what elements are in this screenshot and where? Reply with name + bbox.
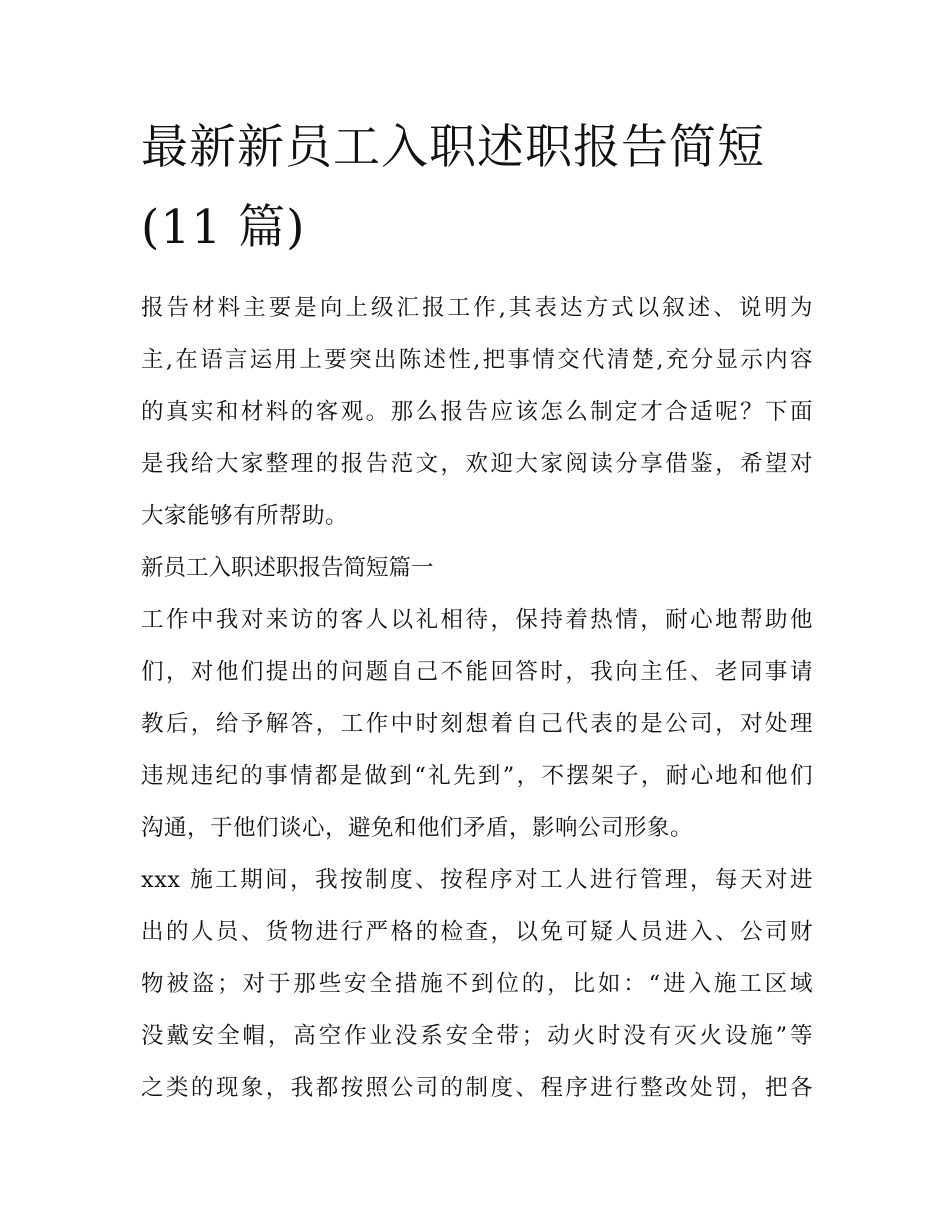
text-line: 主,在语言运用上要突出陈述性,把事情交代清楚,充分显示内容 [141,347,813,373]
text-line: xxx 施工期间，我按制度、按程序对工人进行管理，每天对进 [141,867,813,893]
document-body [141,108,813,1114]
text-line: 教后，给予解答，工作中时刻想着自己代表的是公司，对处理 [141,711,813,737]
text-line: 物被盗；对于那些安全措施不到位的，比如：“进入施工区域 [141,971,813,997]
text-line: 报告材料主要是向上级汇报工作,其表达方式以叙述、说明为 [141,295,813,321]
intro-paragraph [141,282,813,542]
text-line: 们，对他们提出的问题自己不能回答时，我向主任、老同事请 [141,659,813,685]
section-heading: 新员工入职述职报告简短篇一 [141,555,434,581]
body-paragraph-1 [141,594,813,854]
text-line: 工作中我对来访的客人以礼相待，保持着热情，耐心地帮助他 [141,607,813,633]
text-line: 之类的现象，我都按照公司的制度、程序进行整改处罚，把各 [141,1075,813,1101]
text-line: 是我给大家整理的报告范文，欢迎大家阅读分享借鉴，希望对 [141,451,813,477]
document-title [141,108,813,268]
text-line: 沟通，于他们谈心，避免和他们矛盾，影响公司形象。 [141,815,694,841]
text-line: 大家能够有所帮助。 [141,503,349,529]
title-line-2: (11 篇) [141,200,306,255]
text-line: 违规违纪的事情都是做到“礼先到”，不摆架子，耐心地和他们 [141,763,813,789]
body-paragraph-2 [141,854,813,1114]
text-line: 没戴安全帽，高空作业没系安全带；动火时没有灭火设施”等 [141,1023,813,1049]
title-line-1: 最新新员工入职述职报告简短 [141,120,765,175]
text-line: 的真实和材料的客观。那么报告应该怎么制定才合适呢？下面 [141,399,813,425]
text-line: 出的人员、货物进行严格的检查，以免可疑人员进入、公司财 [141,919,813,945]
